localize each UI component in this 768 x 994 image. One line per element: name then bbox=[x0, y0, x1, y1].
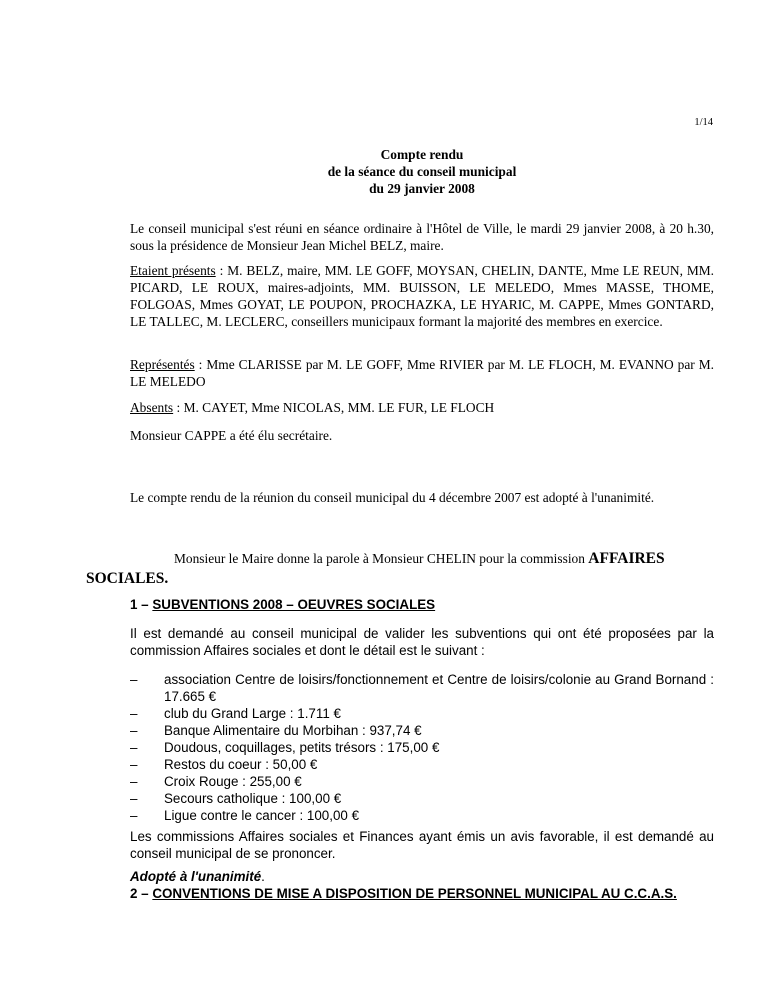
list-bullet: – bbox=[130, 706, 138, 721]
present-list: : M. BELZ, maire, MM. LE GOFF, MOYSAN, CHELIN, DANTE, Mme LE REUN, MM. PICARD, LE ROUX, maires-adjoints, MM. BUISSON, LE MELEDO, Mmes MASSE, THOME, FOLGOAS, Mmes GOYAT, LE POUPON, PROCHAZKA, LE HYARIC, M. CAPPE, Mmes GONTARD, LE TALLEC, M. LECLERC, conseillers municipaux formant la majorité des membres en exercice. bbox=[130, 263, 714, 329]
attendees-represented bbox=[130, 356, 714, 390]
list-item: – association Centre de loisirs/fonctionnement et Centre de loisirs/colonie au Grand Bornand : 17.665 € bbox=[130, 672, 714, 704]
section-1-heading bbox=[130, 596, 714, 613]
list-bullet: – bbox=[130, 672, 138, 687]
section-1-number: 1 – bbox=[130, 597, 153, 612]
represented-list: : Mme CLARISSE par M. LE GOFF, Mme RIVIER par M. LE FLOCH, M. EVANNO par M. LE MELEDO bbox=[130, 357, 714, 389]
commission-name-word-2: SOCIALES. bbox=[86, 570, 169, 587]
list-item: – club du Grand Large : 1.711 € bbox=[130, 706, 341, 721]
commission-intro bbox=[86, 549, 714, 589]
section-1-conclusion: Les commissions Affaires sociales et Finances ayant émis un avis favorable, il est demandé au conseil municipal de se prononcer. bbox=[130, 829, 714, 861]
section-1-title: SUBVENTIONS 2008 – OEUVRES SOCIALES bbox=[152, 597, 436, 612]
intro-paragraph: Le conseil municipal s'est réuni en séance ordinaire à l'Hôtel de Ville, le mardi 29 janvier 2008, à 20 h.30, sous la présidence de Monsieur Jean Michel BELZ, maire. bbox=[130, 221, 714, 253]
list-bullet: – bbox=[130, 740, 138, 755]
present-label: Etaient présents bbox=[130, 263, 216, 278]
title-line-3: du 29 janvier 2008 bbox=[369, 181, 475, 196]
absent-label: Absents bbox=[130, 400, 174, 415]
secretary-statement: Monsieur CAPPE a été élu secrétaire. bbox=[130, 428, 333, 443]
commission-intro-text: Monsieur le Maire donne la parole à Monsieur CHELIN pour la commission bbox=[174, 551, 589, 566]
list-bullet: – bbox=[130, 808, 138, 823]
list-bullet: – bbox=[130, 791, 138, 806]
section-2-title: CONVENTIONS DE MISE A DISPOSITION DE PERSONNEL MUNICIPAL AU C.C.A.S. bbox=[152, 886, 677, 901]
list-bullet: – bbox=[130, 774, 138, 789]
page-number: 1/14 bbox=[694, 117, 713, 128]
list-item: – Restos du coeur : 50,00 € bbox=[130, 757, 318, 772]
list-item: – Doudous, coquillages, petits trésors : 175,00 € bbox=[130, 740, 440, 755]
adopted-label: Adopté à l'unanimité bbox=[130, 869, 262, 884]
section-2-heading bbox=[130, 885, 714, 902]
list-bullet: – bbox=[130, 723, 138, 738]
section-2-number: 2 – bbox=[130, 886, 153, 901]
document-title bbox=[130, 146, 714, 197]
attendees-absent bbox=[130, 399, 714, 416]
list-bullet: – bbox=[130, 757, 138, 772]
section-1-decision bbox=[130, 868, 714, 886]
previous-minutes-statement: Le compte rendu de la réunion du conseil municipal du 4 décembre 2007 est adopté à l'unanimité. bbox=[130, 490, 655, 505]
list-item: – Ligue contre le cancer : 100,00 € bbox=[130, 808, 360, 823]
title-line-2: de la séance du conseil municipal bbox=[327, 164, 517, 179]
commission-name-word-1: AFFAIRES bbox=[588, 550, 665, 567]
absent-list: : M. CAYET, Mme NICOLAS, MM. LE FUR, LE FLOCH bbox=[173, 400, 495, 415]
list-item: – Secours catholique : 100,00 € bbox=[130, 791, 342, 806]
subsidies-list bbox=[130, 671, 714, 824]
represented-label: Représentés bbox=[130, 357, 195, 372]
list-item: – Banque Alimentaire du Morbihan : 937,74 € bbox=[130, 723, 422, 738]
adopted-period: . bbox=[261, 869, 265, 884]
list-item: – Croix Rouge : 255,00 € bbox=[130, 774, 302, 789]
section-1-intro: Il est demandé au conseil municipal de valider les subventions qui ont été proposées par la commission Affaires sociales et dont le détail est le suivant : bbox=[130, 626, 714, 658]
attendees-present bbox=[130, 262, 714, 330]
title-line-1: Compte rendu bbox=[380, 147, 464, 162]
